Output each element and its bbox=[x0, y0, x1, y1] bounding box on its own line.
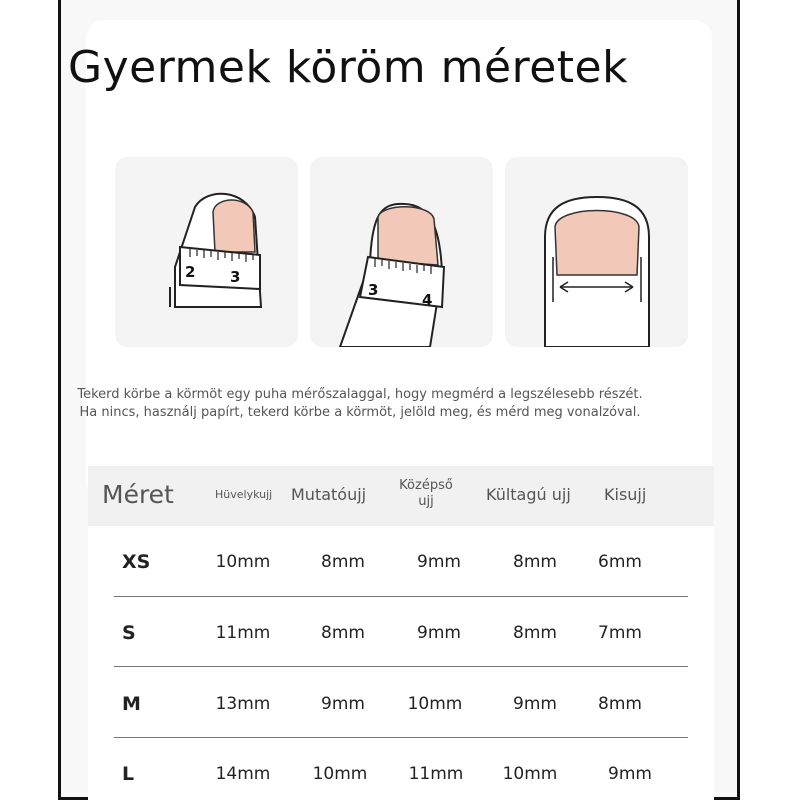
row-size: M bbox=[122, 693, 141, 715]
header-middle-line2: ujj bbox=[418, 494, 434, 509]
cell-index: 8mm bbox=[321, 623, 365, 643]
thumb-illustration bbox=[115, 157, 298, 347]
header-middle bbox=[390, 478, 462, 510]
header-size: Méret bbox=[102, 480, 174, 509]
finger-illustration bbox=[310, 157, 493, 347]
cell-middle: 9mm bbox=[417, 623, 461, 643]
cell-pinky: 7mm bbox=[598, 623, 642, 643]
instruction-line: Tekerd körbe a körmöt egy puha mérőszalaggal, hogy megmérd a legszélesebb részét. bbox=[77, 387, 643, 402]
tape-number: 2 bbox=[185, 263, 196, 281]
header-pinky: Kisujj bbox=[604, 485, 647, 504]
instruction-line: Ha nincs, használj papírt, tekerd körbe a körmöt, jelöld meg, és mérd meg vonalzóval. bbox=[79, 405, 641, 420]
tape-number: 3 bbox=[230, 268, 241, 286]
cell-pinky: 9mm bbox=[608, 764, 652, 784]
cell-ring: 9mm bbox=[513, 694, 557, 714]
instructions bbox=[60, 386, 660, 422]
cell-pinky: 8mm bbox=[598, 694, 642, 714]
row-size: S bbox=[122, 622, 136, 644]
row-divider bbox=[114, 596, 688, 597]
nail-width-icon bbox=[505, 157, 688, 347]
cell-thumb: 11mm bbox=[215, 623, 271, 643]
nail-width-illustration bbox=[505, 157, 688, 347]
thumb-measuring-icon bbox=[115, 157, 298, 347]
header-middle-line1: Középső bbox=[399, 478, 453, 493]
cell-index: 9mm bbox=[321, 694, 365, 714]
finger-measuring-icon bbox=[310, 157, 493, 347]
cell-ring: 8mm bbox=[513, 623, 557, 643]
row-divider bbox=[114, 666, 688, 667]
row-divider bbox=[114, 737, 688, 738]
cell-thumb: 13mm bbox=[215, 694, 271, 714]
cell-middle: 9mm bbox=[417, 552, 461, 572]
cell-ring: 10mm bbox=[502, 764, 558, 784]
tape-number: 4 bbox=[422, 291, 433, 309]
cell-pinky: 6mm bbox=[598, 552, 642, 572]
page-title: Gyermek köröm méretek bbox=[68, 42, 629, 93]
cell-ring: 8mm bbox=[513, 552, 557, 572]
cell-thumb: 14mm bbox=[215, 764, 271, 784]
cell-index: 10mm bbox=[312, 764, 368, 784]
cell-index: 8mm bbox=[321, 552, 365, 572]
header-index: Mutatóujj bbox=[291, 485, 367, 504]
header-thumb: Hüvelykujj bbox=[215, 488, 273, 501]
tape-number: 3 bbox=[368, 281, 379, 299]
header-ring: Kültagú ujj bbox=[486, 485, 571, 504]
cell-middle: 10mm bbox=[407, 694, 463, 714]
row-size: XS bbox=[122, 551, 151, 573]
row-size: L bbox=[122, 763, 135, 785]
cell-middle: 11mm bbox=[408, 764, 464, 784]
cell-thumb: 10mm bbox=[215, 552, 271, 572]
